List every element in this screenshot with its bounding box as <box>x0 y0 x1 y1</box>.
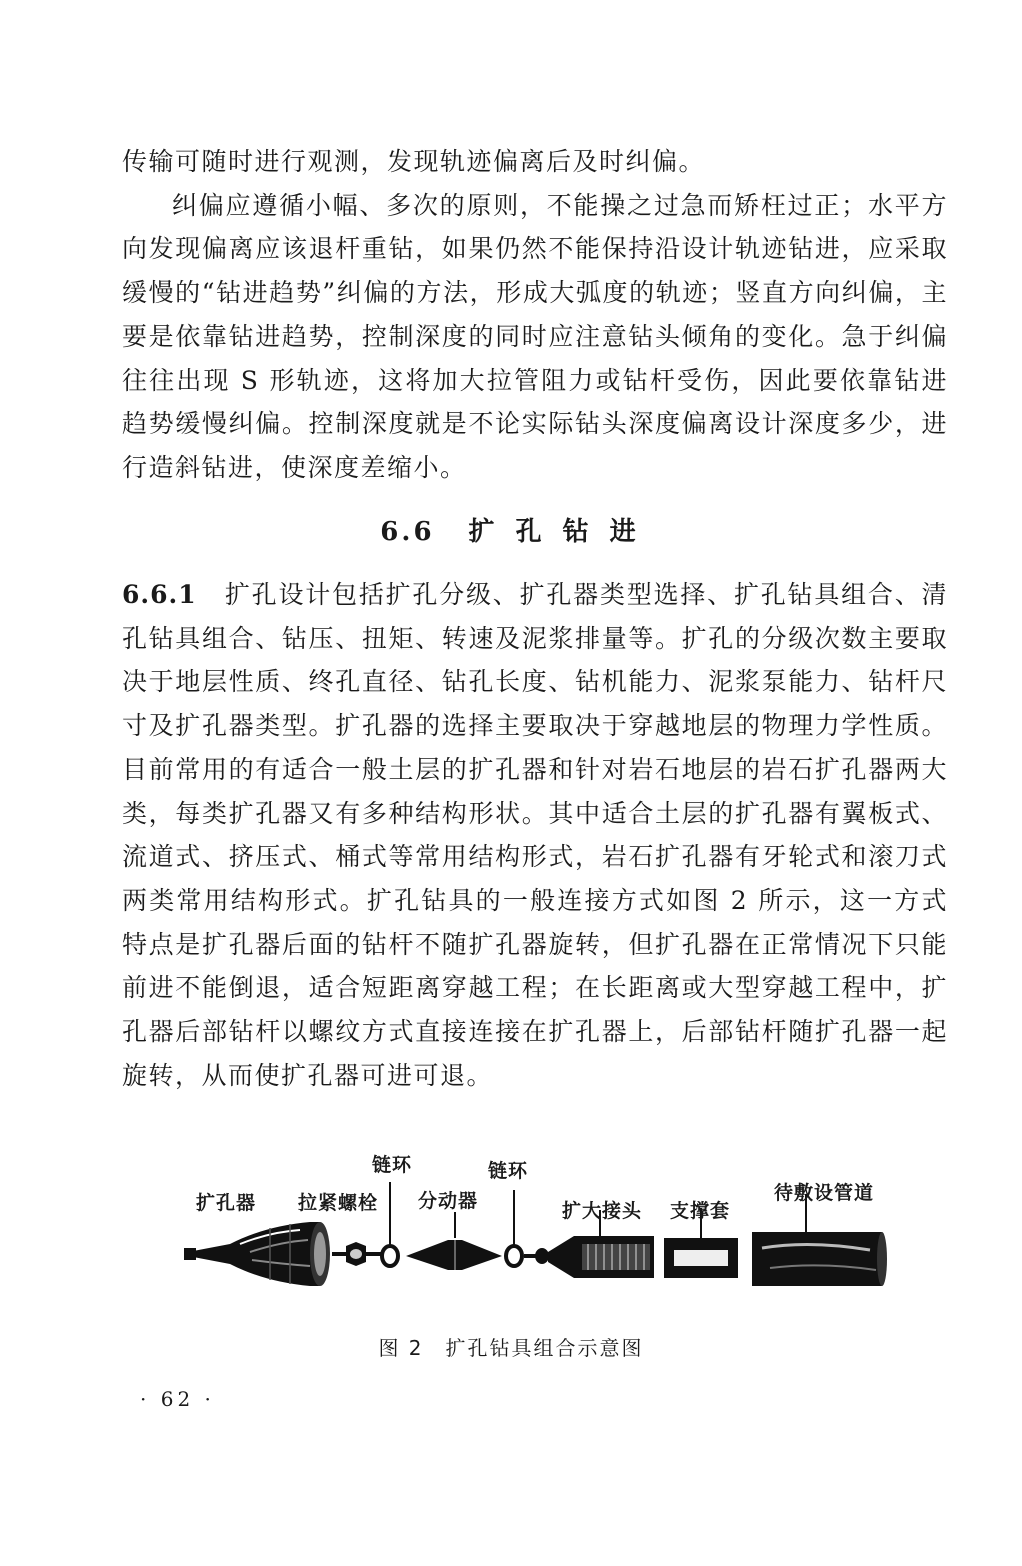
assembly-illustration <box>170 1140 910 1320</box>
figure-number: 图 2 <box>378 1336 424 1360</box>
figure-caption <box>0 1332 1022 1361</box>
label-pipe: 待敷设管道 <box>774 1182 875 1204</box>
section-title: 扩 孔 钻 进 <box>468 517 642 547</box>
reamer-drawing <box>184 1222 330 1286</box>
swivel-drawing <box>406 1212 502 1270</box>
clause-text: 扩孔设计包括扩孔分级、扩孔器类型选择、扩孔钻具组合、清孔钻具组合、钻压、扭矩、转速及泥浆排量等。扩孔的分级次数主要取决于地层性质、终孔直径、钻孔长度、钻机能力、泥浆泵能力、钻杆尺寸及扩孔器类型。扩孔器的选择主要取决于穿越地层的物理力学性质。目前常用的有适合一般土层的扩孔器和针对岩石地层的岩石扩孔器两大类，每类扩孔器又有多种结构形状。其中适合土层的扩孔器有翼板式、流道式、挤压式、桶式等常用结构形式，岩石扩孔器有牙轮式和滚刀式两类常用结构形式。扩孔钻具的一般连接方式如图 2 所示，这一方式特点是扩孔器后面的钻杆不随扩孔器旋转，但扩孔器在正常情况下只能前进不能倒退，适合短距离穿越工程；在长距离或大型穿越工程中，扩孔器后部钻杆以螺纹方式直接连接在扩孔器上，后部钻杆随扩孔器一起旋转，从而使扩孔器可进可退。 <box>122 580 948 1090</box>
page-number: · 62 · <box>140 1387 215 1411</box>
clause-paragraph <box>122 573 948 1097</box>
chain-link-2-drawing <box>506 1190 522 1266</box>
label-chain-link-1: 链环 <box>372 1154 413 1176</box>
chain-link-1-drawing <box>382 1182 398 1266</box>
tension-bolt-drawing <box>332 1242 384 1266</box>
label-adapter: 扩大接头 <box>562 1200 643 1222</box>
label-swivel: 分动器 <box>418 1190 479 1212</box>
paragraph-continuation: 传输可随时进行观测，发现轨迹偏离后及时纠偏。 <box>122 147 706 176</box>
label-chain-link-2: 链环 <box>488 1160 529 1182</box>
section-number: 6.6 <box>380 517 435 547</box>
pipe-drawing <box>752 1194 887 1286</box>
label-tension-bolt: 拉紧螺栓 <box>298 1192 379 1214</box>
label-support-sleeve: 支撑套 <box>670 1200 731 1222</box>
paragraph-deviation-correction: 纠偏应遵循小幅、多次的原则，不能操之过急而矫枉过正；水平方向发现偏离应该退杆重钻，如果仍然不能保持沿设计轨迹钻进，应采取缓慢的“钻进趋势”纠偏的方法，形成大弧度的轨迹；竖直方向纠偏，主要是依靠钻进趋势，控制深度的同时应注意钻头倾角的变化。急于纠偏往往出现 S 形轨迹，这将加大拉管阻力或钻杆受伤，因此要依靠钻进趋势缓慢纠偏。控制深度就是不论实际钻头深度偏离设计深度多少，进行造斜钻进，使深度差缩小。 <box>122 190 948 482</box>
reaming-assembly-figure <box>170 1140 910 1320</box>
figure-title: 扩孔钻具组合示意图 <box>445 1336 644 1360</box>
section-heading <box>0 512 1022 552</box>
body-text-clause <box>122 573 948 1097</box>
label-reamer: 扩孔器 <box>196 1192 257 1214</box>
body-text-top <box>122 140 948 490</box>
clause-number: 6.6.1 <box>122 580 197 609</box>
